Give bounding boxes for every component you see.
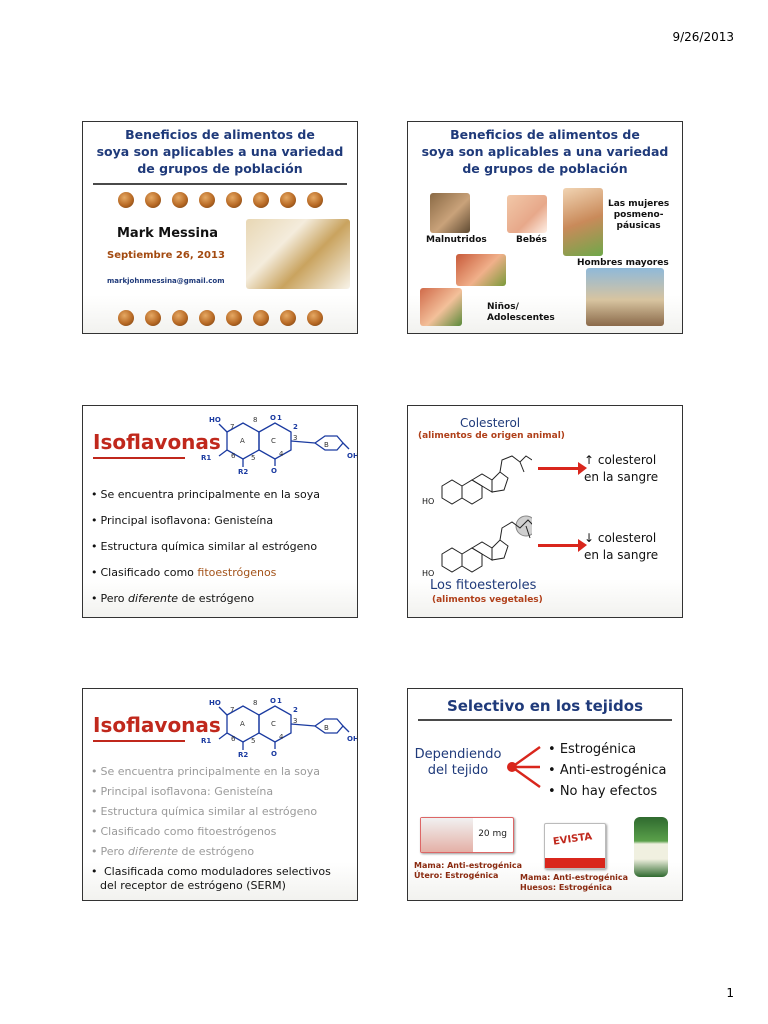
label-line: páusicas <box>616 221 661 231</box>
chem-label: 6 <box>231 735 236 743</box>
soybean-icon <box>199 192 215 208</box>
soybean-icon <box>226 192 242 208</box>
author-email: markjohnmessina@gmail.com <box>107 277 225 285</box>
chem-label: OH <box>347 735 359 743</box>
title-line: de grupos de población <box>137 161 303 176</box>
bullet-dimmed <box>91 845 254 859</box>
soybean-icon <box>307 310 323 326</box>
page-number: 1 <box>726 986 734 1000</box>
caption-line: Mama: Anti-estrogénica <box>414 861 523 870</box>
effect-item: • Estrogénica <box>548 742 637 757</box>
title-line: Beneficios de alimentos de <box>450 127 640 142</box>
ring-label: C <box>271 720 276 728</box>
bullet-text: de estrógeno <box>178 845 255 858</box>
soybean-icon <box>118 310 134 326</box>
chem-label: 2 <box>293 706 298 714</box>
chem-label: O <box>271 467 277 475</box>
soybean-icon <box>145 310 161 326</box>
label-ninos <box>487 302 555 324</box>
phytosterol-subtitle: (alimentos vegetales) <box>432 595 543 605</box>
chem-label: 4 <box>279 450 284 458</box>
label-line: posmeno- <box>613 210 664 220</box>
effect-line: en la sangre <box>584 470 659 484</box>
caption-evista <box>520 873 628 893</box>
chem-label: 7 <box>230 706 235 714</box>
label-malnutridos: Malnutridos <box>426 235 487 245</box>
bullet-dimmed: • Principal isoflavona: Genisteína <box>91 785 273 799</box>
effect-line: ↓ colesterol <box>584 531 657 545</box>
effect-line: en la sangre <box>584 548 659 562</box>
bullet-text: Pero <box>100 845 129 858</box>
chem-label: R1 <box>201 737 212 745</box>
chem-label: HO <box>209 416 221 424</box>
soybean-icon <box>199 310 215 326</box>
label-hombres: Hombres mayores <box>577 258 669 268</box>
chem-label: 8 <box>253 699 258 707</box>
title-underline <box>93 740 185 742</box>
chem-label: R1 <box>201 454 212 462</box>
slide-4 <box>407 405 683 618</box>
tamoxifen-box-photo <box>420 817 514 853</box>
slide-title <box>408 126 682 177</box>
soybean-icon <box>280 310 296 326</box>
dose-text: 20 mg <box>478 829 507 839</box>
chem-label: HO <box>209 699 221 707</box>
bullet-dimmed: • Clasificado como fitoestrógenos <box>91 825 276 839</box>
bullet-active <box>91 865 331 893</box>
box-label-area <box>421 818 473 852</box>
title-line: de grupos de población <box>462 161 628 176</box>
cholesterol-effect-up <box>584 452 658 486</box>
baby-photo <box>507 195 547 233</box>
page-date: 9/26/2013 <box>672 30 734 44</box>
label-mujeres <box>608 199 669 232</box>
soybean-icon <box>118 192 134 208</box>
cholesterol-title: Colesterol <box>460 416 521 430</box>
label-line: Dependiendo <box>414 747 502 762</box>
cholesterol-subtitle: (alimentos de origen animal) <box>418 431 565 441</box>
soybean-icon <box>172 310 188 326</box>
cholesterol-structure <box>422 446 532 506</box>
title-line: Beneficios de alimentos de <box>125 127 315 142</box>
chem-label: 4 <box>279 733 284 741</box>
ring-label: B <box>324 724 329 732</box>
ring-label: B <box>324 441 329 449</box>
chem-label: 3 <box>293 434 298 442</box>
slide-5 <box>82 688 358 901</box>
arrow-right-icon <box>538 544 580 547</box>
bullet-text: Clasificada como moduladores selectivos <box>104 865 331 878</box>
presentation-date: Septiembre 26, 2013 <box>107 250 225 261</box>
chem-label: 7 <box>230 423 235 431</box>
evista-box-photo <box>544 823 606 869</box>
title-underline <box>93 457 185 459</box>
divider <box>418 719 672 721</box>
soybean-icon <box>280 192 296 208</box>
effects-list <box>548 739 666 802</box>
phytosterol-structure <box>422 508 532 578</box>
chem-label: 8 <box>253 416 258 424</box>
cholesterol-effect-down <box>584 530 658 564</box>
branch-arrows-icon <box>504 739 548 795</box>
bullet: • Principal isoflavona: Genisteína <box>91 514 273 528</box>
chem-label: 3 <box>293 717 298 725</box>
older-men-photo <box>586 268 664 326</box>
chem-label: OH <box>347 452 359 460</box>
soybean-icon <box>253 192 269 208</box>
phytosterol-title: Los fitoesteroles <box>430 578 537 593</box>
bullet-text: Clasificado como <box>100 566 198 579</box>
slide-3 <box>82 405 358 618</box>
woman-photo <box>563 188 603 256</box>
chem-label: 2 <box>293 423 298 431</box>
slide-title: Isoflavonas <box>93 713 221 737</box>
effect-line: ↑ colesterol <box>584 453 657 467</box>
label-line: Adolescentes <box>487 313 555 323</box>
malnourished-children-photo <box>430 193 470 233</box>
chem-label: HO <box>422 569 435 578</box>
divider <box>93 183 347 185</box>
effect-item: • Anti-estrogénica <box>548 763 667 778</box>
label-bebes: Bebés <box>516 235 547 245</box>
bullet-dimmed: • Estructura química similar al estrógeno <box>91 805 317 819</box>
decorative-dots <box>83 310 357 326</box>
bullet-text: Pero <box>100 592 129 605</box>
author-name: Mark Messina <box>117 226 219 241</box>
chem-label: 6 <box>231 452 236 460</box>
chem-label: O <box>270 697 276 705</box>
label-line: Las mujeres <box>608 199 670 209</box>
chem-label: HO <box>422 497 435 506</box>
slide-title: Isoflavonas <box>93 430 221 454</box>
chem-label: 5 <box>251 454 256 462</box>
isoflavone-bottle-photo <box>634 817 668 877</box>
bullet <box>91 566 276 580</box>
bullet-italic: diferente <box>128 592 179 605</box>
arrow-right-icon <box>538 467 580 470</box>
effect-text: Estrogénica <box>559 742 637 757</box>
caption-tamoxifen <box>414 861 522 881</box>
soybean-icon <box>253 310 269 326</box>
chem-label: 1 <box>277 697 282 705</box>
bullet <box>91 592 254 606</box>
slide-title: Selectivo en los tejidos <box>446 697 644 715</box>
chem-label: 5 <box>251 737 256 745</box>
bullet: • Se encuentra principalmente en la soya <box>91 488 320 502</box>
slide-2 <box>407 121 683 334</box>
ring-label: C <box>271 437 276 445</box>
isoflavone-structure <box>199 693 358 763</box>
effect-item: • No hay efectos <box>548 784 658 799</box>
tissue-label <box>414 747 502 779</box>
child-eating-photo <box>456 254 506 286</box>
isoflavone-structure <box>199 410 358 480</box>
children-watermelon-photo <box>420 288 462 326</box>
soybean-icon <box>145 192 161 208</box>
effect-text: No hay efectos <box>559 784 658 799</box>
caption-line: Huesos: Estrogénica <box>520 883 613 892</box>
chem-label: O <box>271 750 277 758</box>
bullet-dimmed: • Se encuentra principalmente en la soya <box>91 765 320 779</box>
caption-line: Útero: Estrogénica <box>414 871 499 880</box>
decorative-dots <box>83 192 357 208</box>
bullet-text: del receptor de estrógeno (SERM) <box>100 879 286 892</box>
ring-label: A <box>240 437 245 445</box>
slide-1 <box>82 121 358 334</box>
bullet: • Estructura química similar al estrógeno <box>91 540 317 554</box>
slide-title <box>83 126 357 177</box>
brand-text: EVISTA <box>552 831 593 848</box>
soybean-icon <box>307 192 323 208</box>
label-line: Niños/ <box>487 302 519 312</box>
label-line: del tejido <box>427 763 489 778</box>
ring-label: A <box>240 720 245 728</box>
chem-label: 1 <box>277 414 282 422</box>
bullet-highlight: fitoestrógenos <box>197 566 277 579</box>
chem-label: R2 <box>238 468 249 476</box>
caption-line: Mama: Anti-estrogénica <box>520 873 629 882</box>
title-line: soya son aplicables a una variedad <box>421 144 669 159</box>
title-line: soya son aplicables a una variedad <box>96 144 344 159</box>
box-stripe <box>545 858 605 868</box>
effect-text: Anti-estrogénica <box>559 763 667 778</box>
bullet-italic: diferente <box>128 845 179 858</box>
chem-label: R2 <box>238 751 249 759</box>
soybean-icon <box>226 310 242 326</box>
soy-foods-photo <box>246 219 350 289</box>
soybean-icon <box>172 192 188 208</box>
bullet-text: de estrógeno <box>178 592 255 605</box>
chem-label: O <box>270 414 276 422</box>
slide-6 <box>407 688 683 901</box>
